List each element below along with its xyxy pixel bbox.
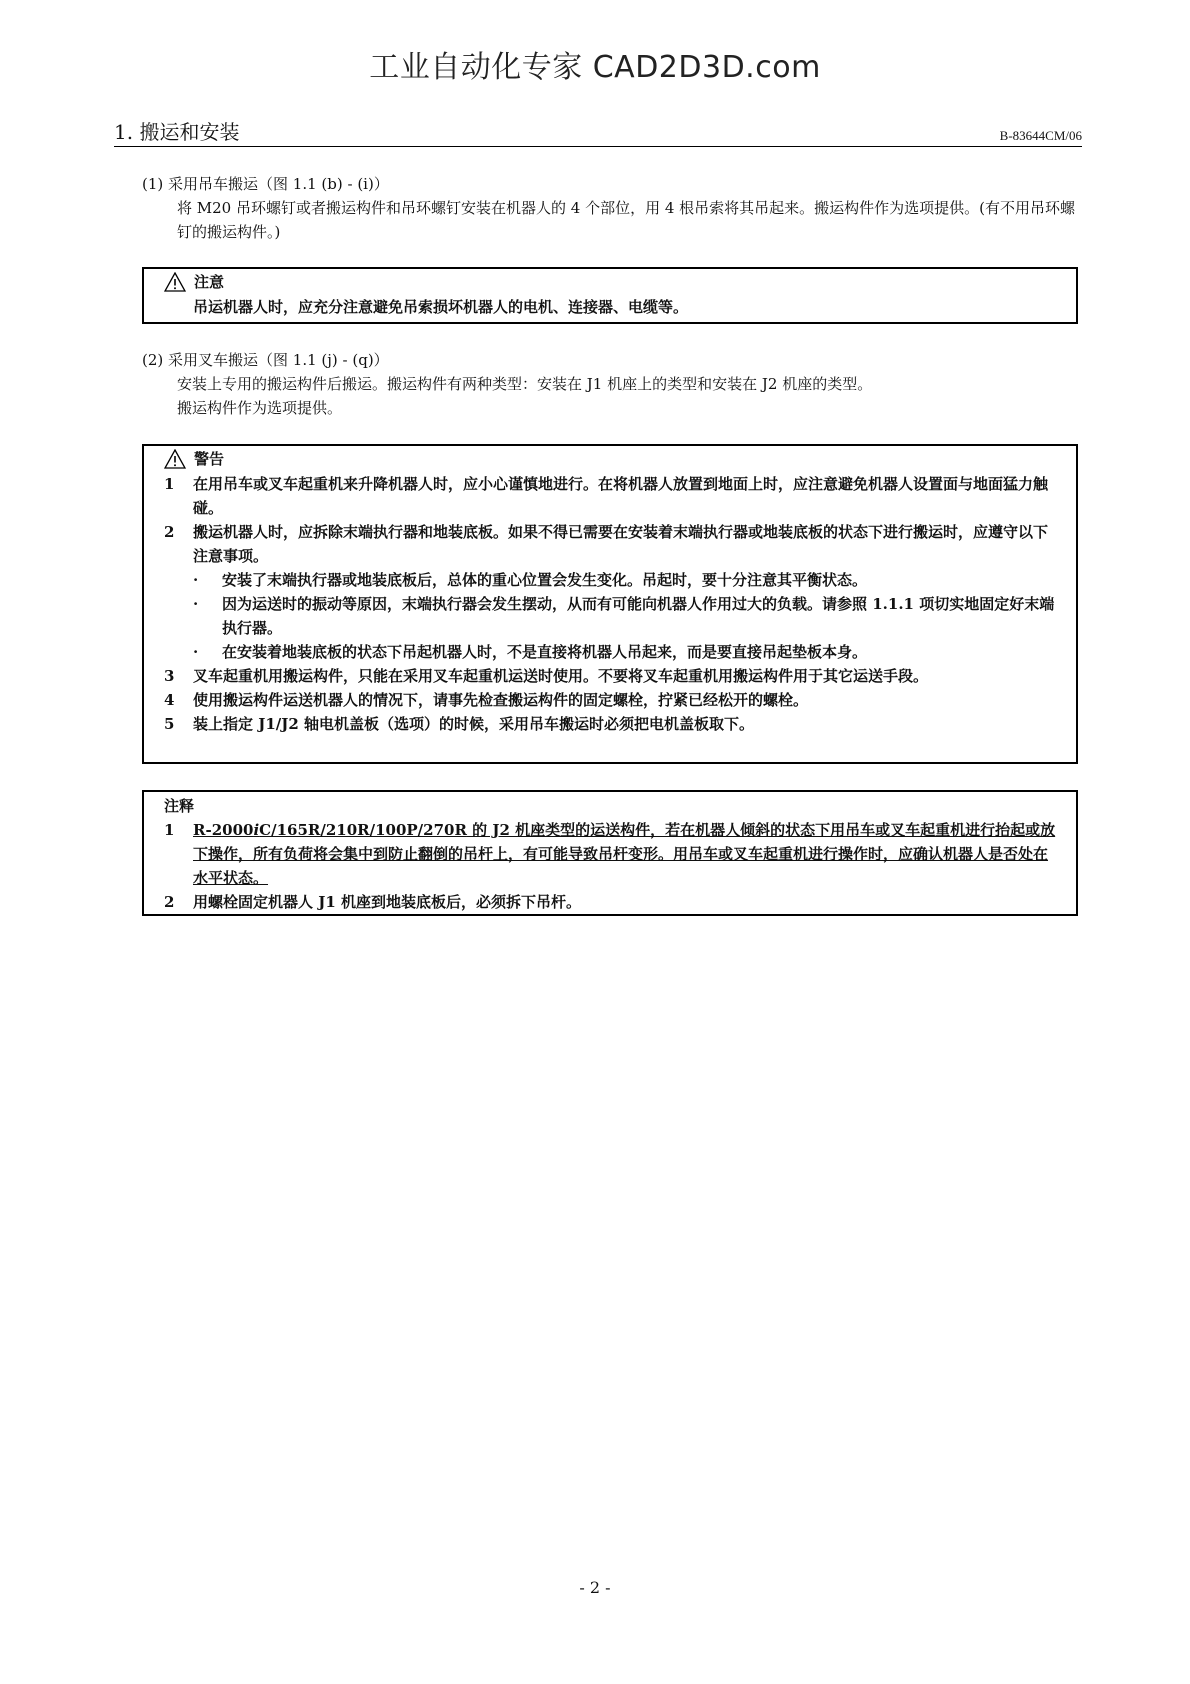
item-number: 3 xyxy=(164,667,175,685)
document-number: B-83644CM/06 xyxy=(999,128,1082,143)
caution-label: 注意 xyxy=(194,273,225,291)
item-number: 2 xyxy=(164,523,175,541)
model-prefix: R-2000 xyxy=(193,821,254,839)
warning-bullet xyxy=(144,592,1076,640)
bullet-text: 因为运送时的振动等原因，末端执行器会发生摆动，从而有可能向机器人作用过大的负载。请参照 1.1.1 项切实地固定好末端执行器。 xyxy=(222,595,1055,637)
note-text: 的 J2 机座类型的运送构件，若在机器人倾斜的状态下用吊车或叉车起重机进行抬起或放下操作，所有负荷将会集中到防止翻倒的吊杆上，有可能导致吊杆变形。用吊车或叉车起重机进行操作时，应确认机器人是否处在水平状态。 xyxy=(193,821,1056,887)
section-body-line: 搬运构件作为选项提供。 xyxy=(177,399,343,417)
section-title: (1) 采用吊车搬运（图 1.1 (b) - (i)） xyxy=(142,175,389,193)
section-heading: 1. 搬运和安装 xyxy=(114,120,240,144)
item-text xyxy=(193,818,1056,890)
caution-header xyxy=(144,269,1076,295)
warning-triangle-icon xyxy=(164,272,186,292)
warning-item xyxy=(144,688,1076,712)
note-label: 注释 xyxy=(164,797,195,815)
item-number: 4 xyxy=(164,691,175,709)
bullet-text: 在安装着地装底板的状态下吊起机器人时，不是直接将机器人吊起来，而是要直接吊起垫板本身。 xyxy=(222,643,868,661)
section-title: (2) 采用叉车搬运（图 1.1 (j) - (q)） xyxy=(142,351,389,369)
page-header xyxy=(114,118,1082,147)
item-text: 装上指定 J1/J2 轴电机盖板（选项）的时候，采用吊车搬运时必须把电机盖板取下。 xyxy=(193,715,754,733)
section-body: 将 M20 吊环螺钉或者搬运构件和吊环螺钉安装在机器人的 4 个部位，用 4 根吊索将其吊起来。搬运构件作为选项提供。(有不用吊环螺钉的搬运构件。) xyxy=(177,199,1075,241)
bullet-text: 安装了末端执行器或地装底板后，总体的重心位置会发生变化。吊起时，要十分注意其平衡状态。 xyxy=(222,571,868,589)
model-italic: i xyxy=(253,821,260,839)
item-number: 1 xyxy=(164,821,175,839)
caution-box xyxy=(142,267,1078,324)
item-text: 搬运机器人时，应拆除末端执行器和地装底板。如果不得已需要在安装着末端执行器或地装底板的状态下进行搬运时，应遵守以下注意事项。 xyxy=(193,523,1049,565)
page-number: - 2 - xyxy=(579,1578,611,1597)
bullet-mark: · xyxy=(193,643,199,661)
section-crane-transport xyxy=(142,172,1082,244)
caution-text: 吊运机器人时，应充分注意避免吊索损坏机器人的电机、连接器、电缆等。 xyxy=(193,298,689,316)
warning-item xyxy=(144,664,1076,688)
model-suffix: C/165R/210R/100P/270R xyxy=(259,821,467,839)
item-number: 5 xyxy=(164,715,175,733)
section-body-line: 安装上专用的搬运构件后搬运。搬运构件有两种类型：安装在 J1 机座上的类型和安装在 J2 机座的类型。 xyxy=(177,375,873,393)
item-text: 在用吊车或叉车起重机来升降机器人时，应小心谨慎地进行。在将机器人放置到地面上时，应注意避免机器人设置面与地面猛力触碰。 xyxy=(193,475,1049,517)
warning-bullet xyxy=(144,640,1076,664)
item-text: 叉车起重机用搬运构件，只能在采用叉车起重机运送时使用。不要将叉车起重机用搬运构件用于其它运送手段。 xyxy=(193,667,929,685)
warning-label: 警告 xyxy=(194,450,225,468)
item-number: 1 xyxy=(164,475,175,493)
note-item xyxy=(144,818,1076,890)
warning-item xyxy=(144,472,1076,520)
warning-item xyxy=(144,520,1076,568)
bullet-mark: · xyxy=(193,595,199,613)
item-text: 使用搬运构件运送机器人的情况下，请事先检查搬运构件的固定螺栓，拧紧已经松开的螺栓。 xyxy=(193,691,809,709)
warning-box xyxy=(142,444,1078,764)
warning-header xyxy=(144,446,1076,472)
note-box xyxy=(142,790,1078,916)
warning-bullet xyxy=(144,568,1076,592)
note-item xyxy=(144,890,1076,914)
bullet-mark: · xyxy=(193,571,199,589)
item-text: 用螺栓固定机器人 J1 机座到地装底板后，必须拆下吊杆。 xyxy=(193,893,581,911)
item-number: 2 xyxy=(164,893,175,911)
warning-item xyxy=(144,712,1076,736)
section-forklift-transport xyxy=(142,348,1082,420)
watermark-text: 工业自动化专家 CAD2D3D.com xyxy=(369,50,821,85)
warning-triangle-icon xyxy=(164,449,186,469)
